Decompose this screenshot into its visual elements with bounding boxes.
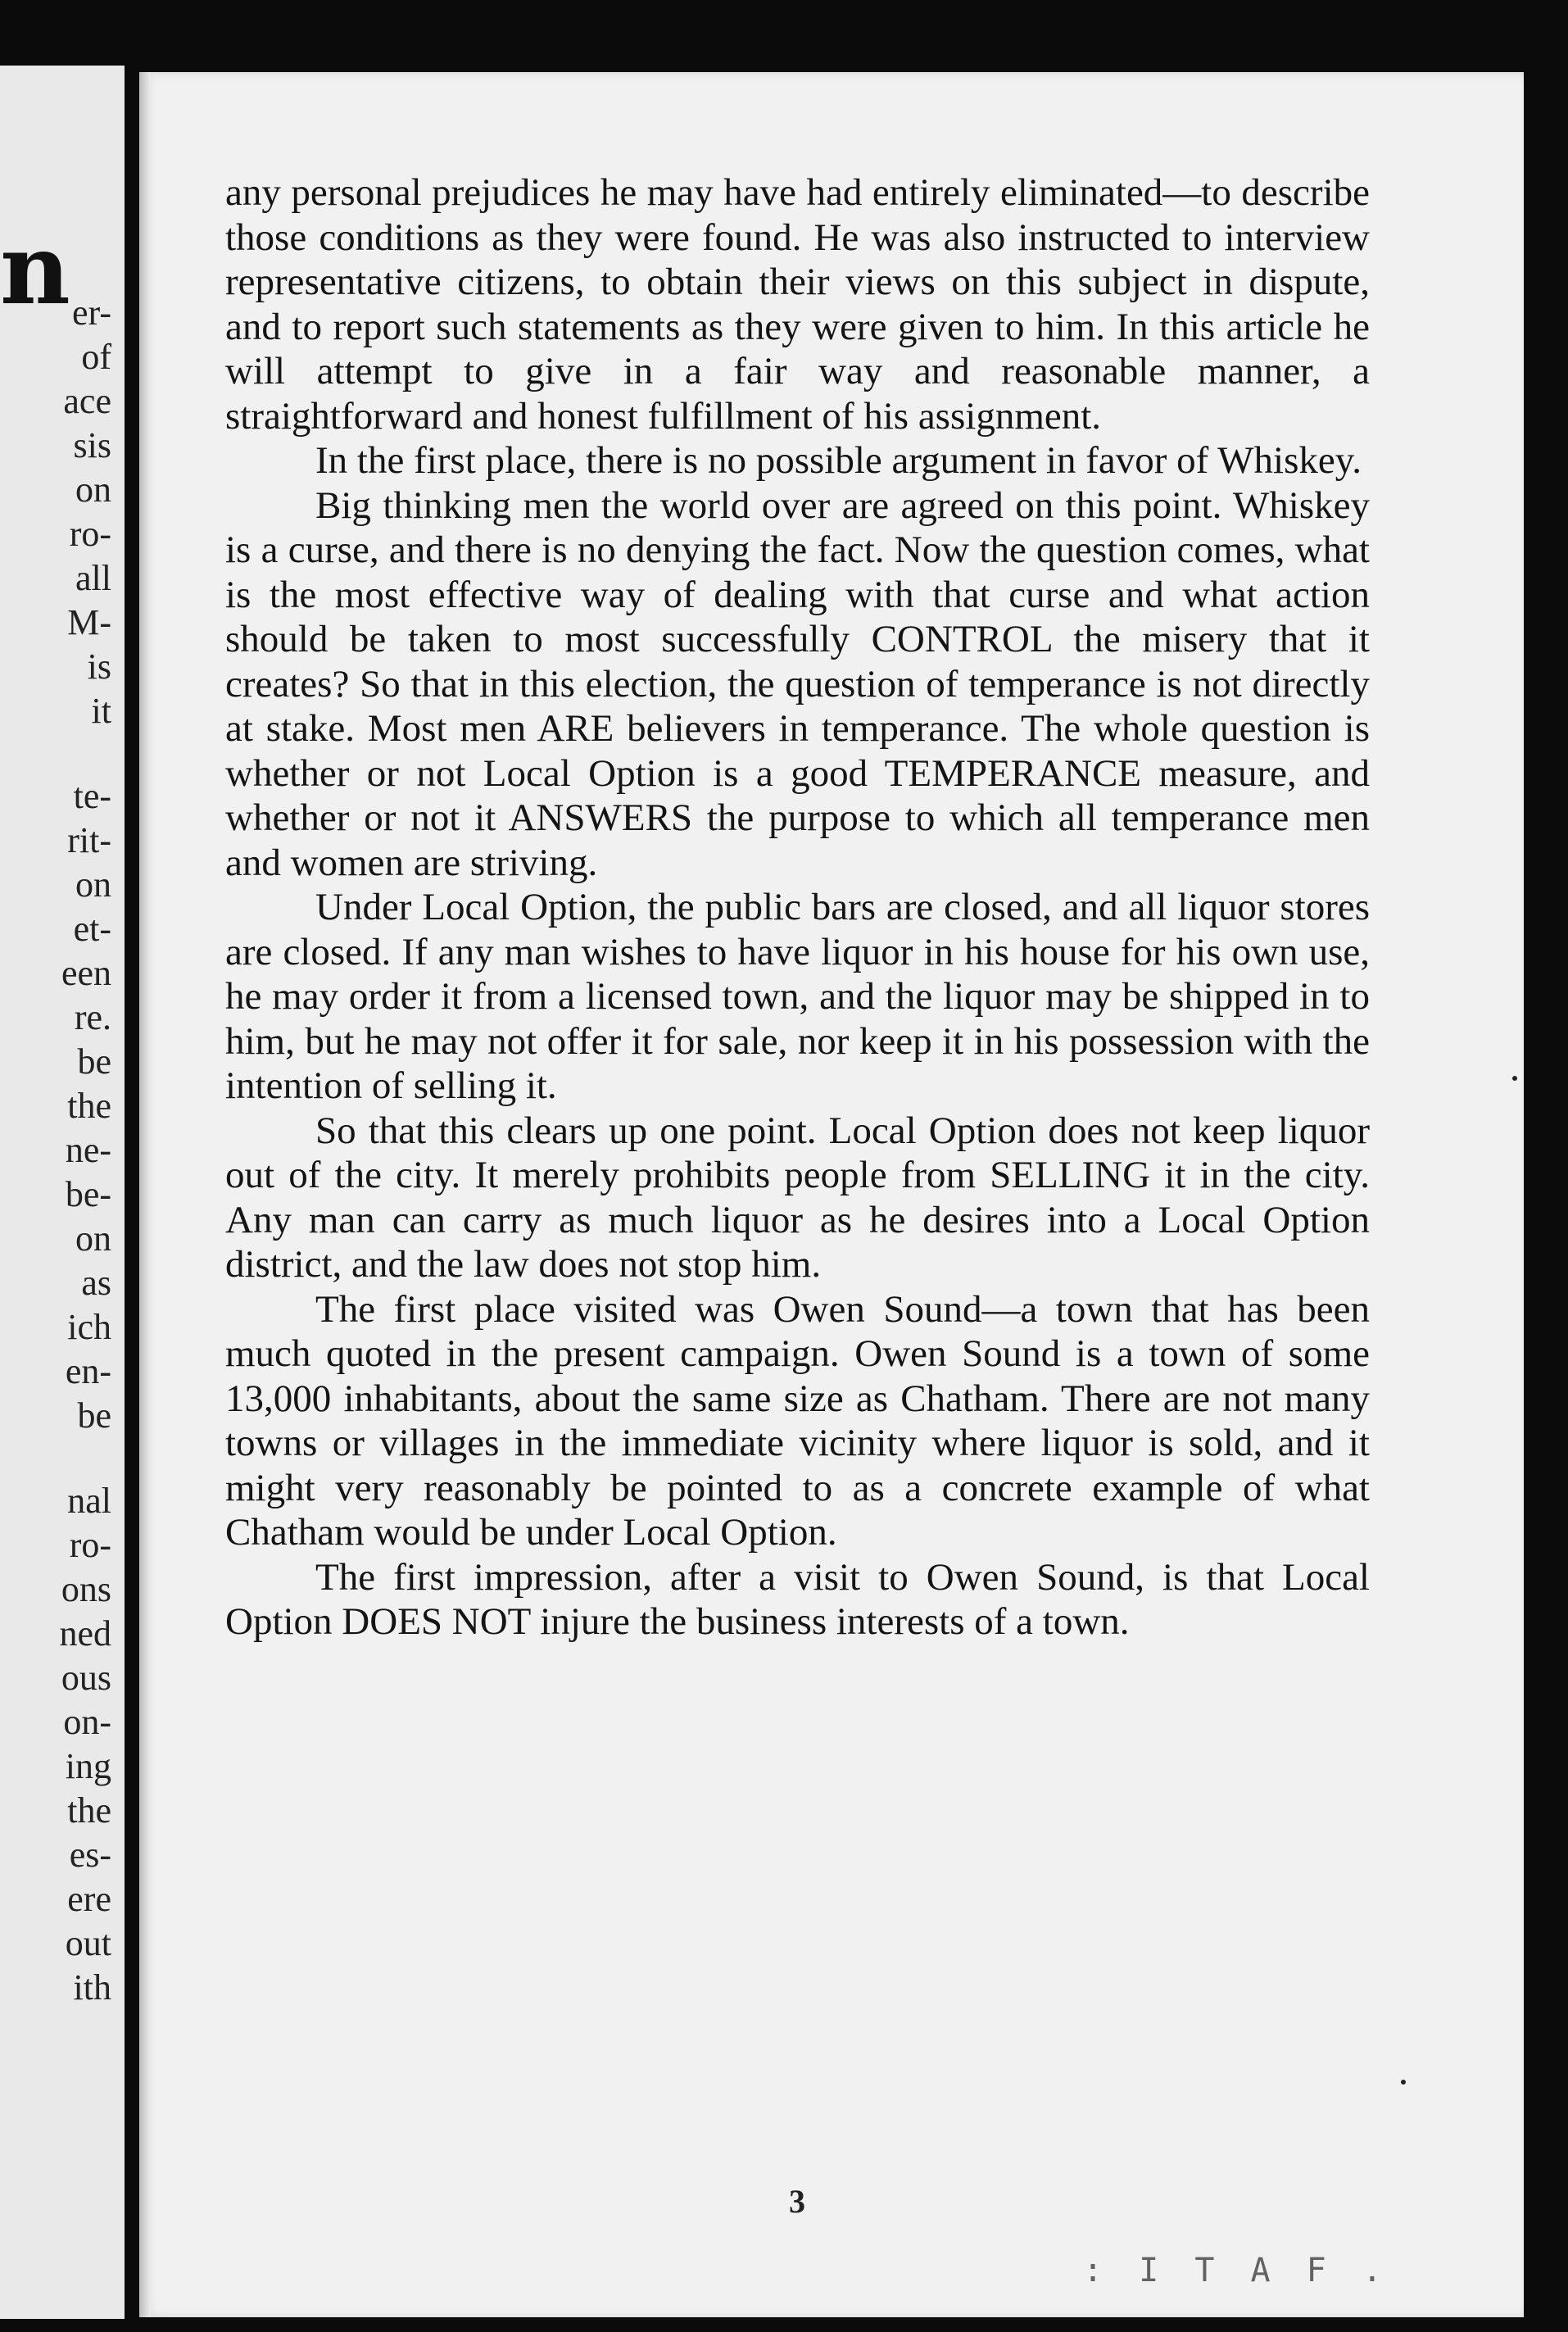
page-gutter xyxy=(139,72,151,2317)
adjacent-page-line-fragment: ich xyxy=(67,1307,111,1347)
article-body xyxy=(225,170,1370,1645)
book-page xyxy=(139,72,1524,2317)
adjacent-page-line-fragment: on xyxy=(75,470,111,510)
adjacent-page-line-fragment: een xyxy=(61,953,111,993)
adjacent-page-line-fragment: it xyxy=(91,691,111,731)
paragraph: Under Local Option, the public bars are closed, and all liquor stores are closed. If any man wishes to have liquor in his house for his own use, he may order it from a licensed town, and the liquor may be shipped in to him, but he may not offer it for sale, nor keep it in his possession with the intention of selling it. xyxy=(225,886,1370,1107)
adjacent-page-line-fragment: as xyxy=(81,1263,111,1303)
adjacent-page-line-fragment: on xyxy=(75,864,111,905)
paragraph: any personal prejudices he may have had entirely eliminated—to describe those conditions as they were found. He was also instructed to interview representative citizens, to obtain their views on this subject in dispute, and to report such statements as they were given to him. In this article he will attempt to give in a fair way and reasonable manner, a straightforward and honest fulfillment of his assignment. xyxy=(225,171,1370,438)
adjacent-page-line-fragment: the xyxy=(67,1086,111,1126)
adjacent-page-line-fragment: out xyxy=(65,1923,111,1963)
adjacent-page-line-fragment: nal xyxy=(67,1481,111,1521)
adjacent-page-line-fragment: be xyxy=(77,1395,111,1436)
adjacent-page-line-fragment: ned xyxy=(59,1613,111,1654)
paragraph: Big thinking men the world over are agreed on this point. Whiskey is a curse, and there is no denying the fact. Now the question comes, what is the most effective way of dealing with that curse and what action should be taken to most successfully CONTROL the misery that it creates? So that in this election, the question of temperance is not directly at stake. Most men ARE believers in temperance. The whole question is whether or not Local Option is a good TEMPERANCE measure, and whether or not it ANSWERS the purpose to which all temperance men and women are striving. xyxy=(225,483,1370,884)
adjacent-page-line-fragment: et- xyxy=(73,909,111,949)
paragraph: The first place visited was Owen Sound—a town that has been much quoted in the present campaign. Owen Sound is a town of some 13,000 inhabitants, about the same size as Chatham. There are not many towns or villages in the immediate vicinity where liquor is sold, and it might very reasonably be pointed to as a concrete example of what Chatham would be under Local Option. xyxy=(225,1287,1370,1554)
adjacent-page-line-fragment: be xyxy=(77,1041,111,1082)
adjacent-page-line-fragment: is xyxy=(87,647,111,687)
adjacent-page-line-fragment: es- xyxy=(69,1835,111,1875)
adjacent-page-line-fragment: sis xyxy=(73,425,111,465)
adjacent-page-line-fragment: ace xyxy=(63,381,111,421)
adjacent-page-line-fragment: rit- xyxy=(67,820,111,860)
paragraph: So that this clears up one point. Local Option does not keep liquor out of the city. It merely prohibits people from SELLING it in the city. Any man can carry as much liquor as he desires into a Local Option district, and the law does not stop him. xyxy=(225,1109,1370,1286)
adjacent-page-line-fragment: on- xyxy=(63,1702,111,1742)
adjacent-page-line-fragment: er- xyxy=(72,293,111,333)
adjacent-page-line-fragment: ons xyxy=(61,1569,111,1609)
adjacent-page-heading-fragment: n xyxy=(0,212,70,326)
adjacent-page-line-fragment: ne- xyxy=(65,1130,111,1170)
adjacent-page-line-fragment: be- xyxy=(65,1174,111,1214)
adjacent-page-line-fragment: ro- xyxy=(69,1525,111,1565)
adjacent-page-strip xyxy=(0,66,125,2319)
adjacent-page-line-fragment: ro- xyxy=(69,514,111,554)
adjacent-page-line-fragment: of xyxy=(81,337,111,377)
paragraph: In the first place, there is no possible argument in favor of Whiskey. xyxy=(315,439,1362,482)
adjacent-page-line-fragment: re. xyxy=(74,997,111,1037)
adjacent-page-line-fragment: ith xyxy=(73,1967,111,2008)
scan-speck xyxy=(1401,2080,1406,2085)
adjacent-page-line-fragment: on xyxy=(75,1218,111,1259)
adjacent-page-line-fragment: M- xyxy=(67,602,111,642)
scan-speck xyxy=(1512,1076,1517,1081)
adjacent-page-line-fragment: all xyxy=(75,558,111,598)
adjacent-page-line-fragment: ous xyxy=(61,1658,111,1698)
adjacent-page-line-fragment: en- xyxy=(65,1351,111,1391)
library-stamp: : I T A F . xyxy=(1083,2252,1390,2289)
adjacent-page-line-fragment: the xyxy=(67,1790,111,1831)
adjacent-page-line-fragment: te- xyxy=(73,776,111,816)
adjacent-page-line-fragment: ere xyxy=(67,1879,111,1919)
adjacent-page-line-fragment: ing xyxy=(65,1746,111,1786)
page-number: 3 xyxy=(789,2183,805,2220)
paragraph: The first impression, after a visit to Owen Sound, is that Local Option DOES NOT injure the business interests of a town. xyxy=(225,1555,1370,1643)
